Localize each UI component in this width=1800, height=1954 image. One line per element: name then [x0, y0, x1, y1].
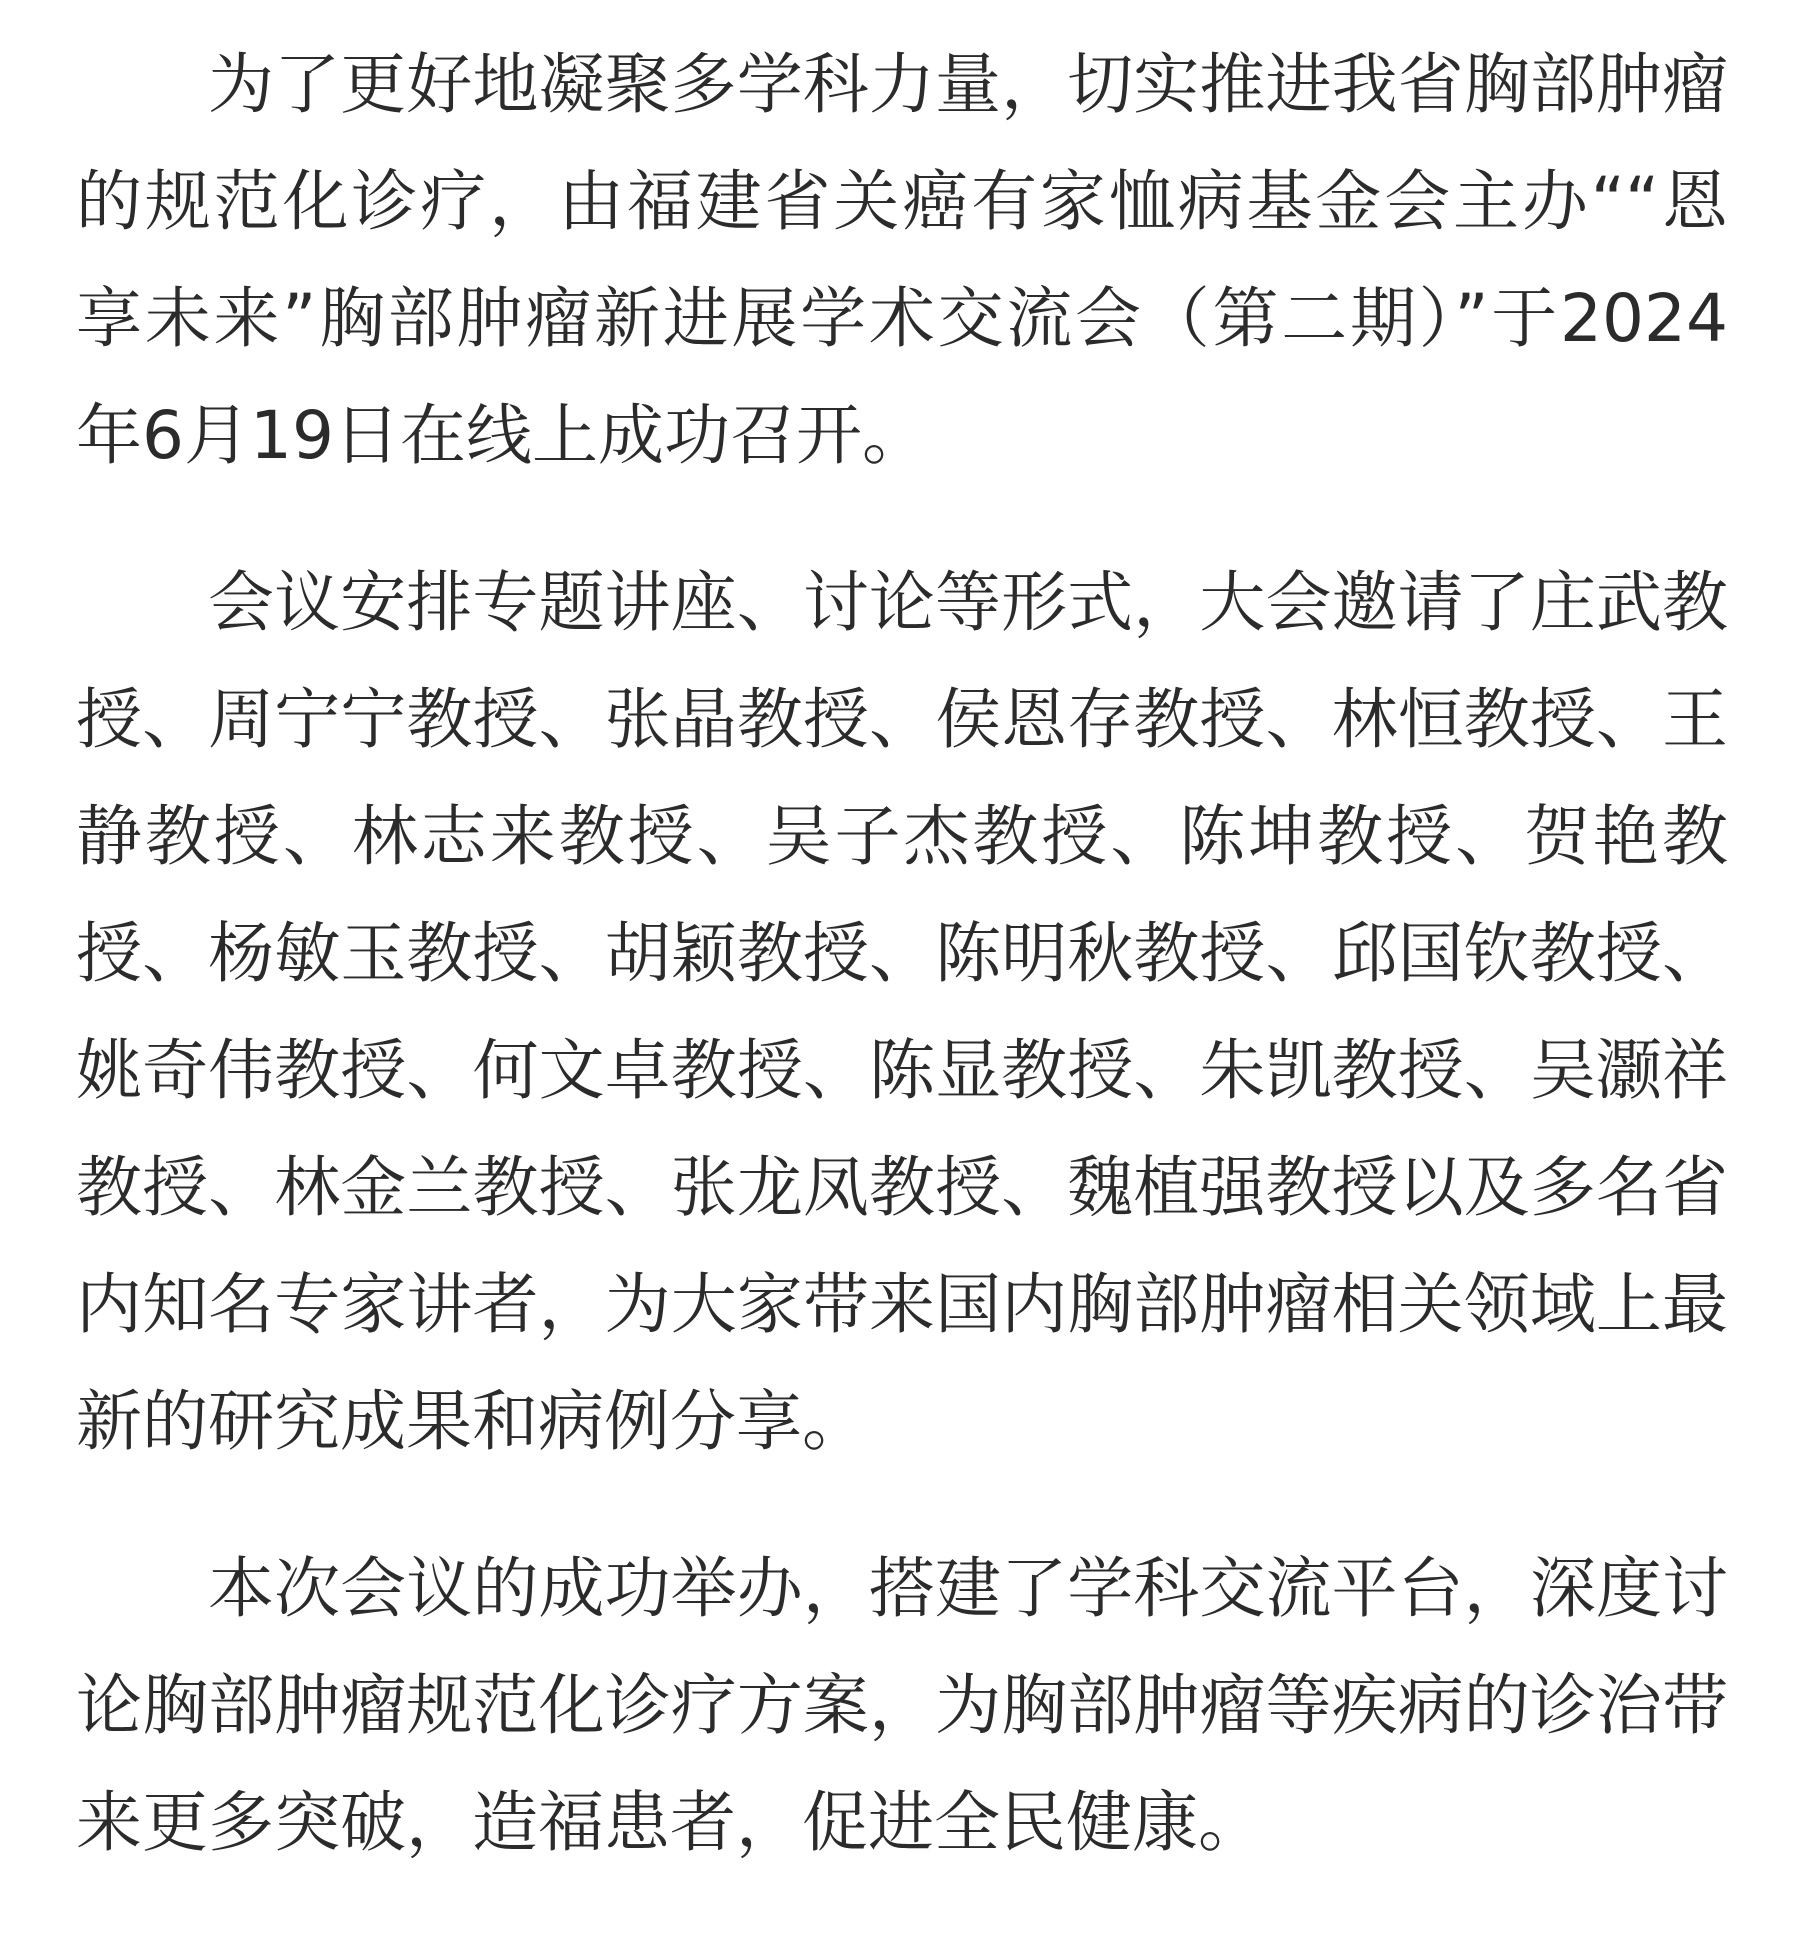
paragraph-speakers: 会议安排专题讲座、讨论等形式，大会邀请了庄武教授、周宁宁教授、张晶教授、侯恩存教授、林恒教授、王静教授、林志来教授、吴子杰教授、陈坤教授、贺艳教授、杨敏玉教授、胡颖教授、陈明秋教授、邱国钦教授、姚奇伟教授、何文卓教授、陈显教授、朱凯教授、吴灏祥教授、林金兰教授、张龙凤教授、魏植强教授以及多名省内知名专家讲者，为大家带来国内胸部肿瘤相关领域上最新的研究成果和病例分享。	[76, 564, 1728, 1460]
paragraph-meeting-intro: 为了更好地凝聚多学科力量，切实推进我省胸部肿瘤的规范化诊疗，由福建省关癌有家恤病基金会主办““恩享未来”胸部肿瘤新进展学术交流会（第二期）”于2024年6月19日在线上成功召开。	[76, 46, 1728, 474]
paragraph-conclusion: 本次会议的成功举办，搭建了学科交流平台，深度讨论胸部肿瘤规范化诊疗方案，为胸部肿瘤等疾病的诊治带来更多突破，造福患者，促进全民健康。	[76, 1550, 1728, 1861]
article-body	[76, 26, 1728, 1881]
